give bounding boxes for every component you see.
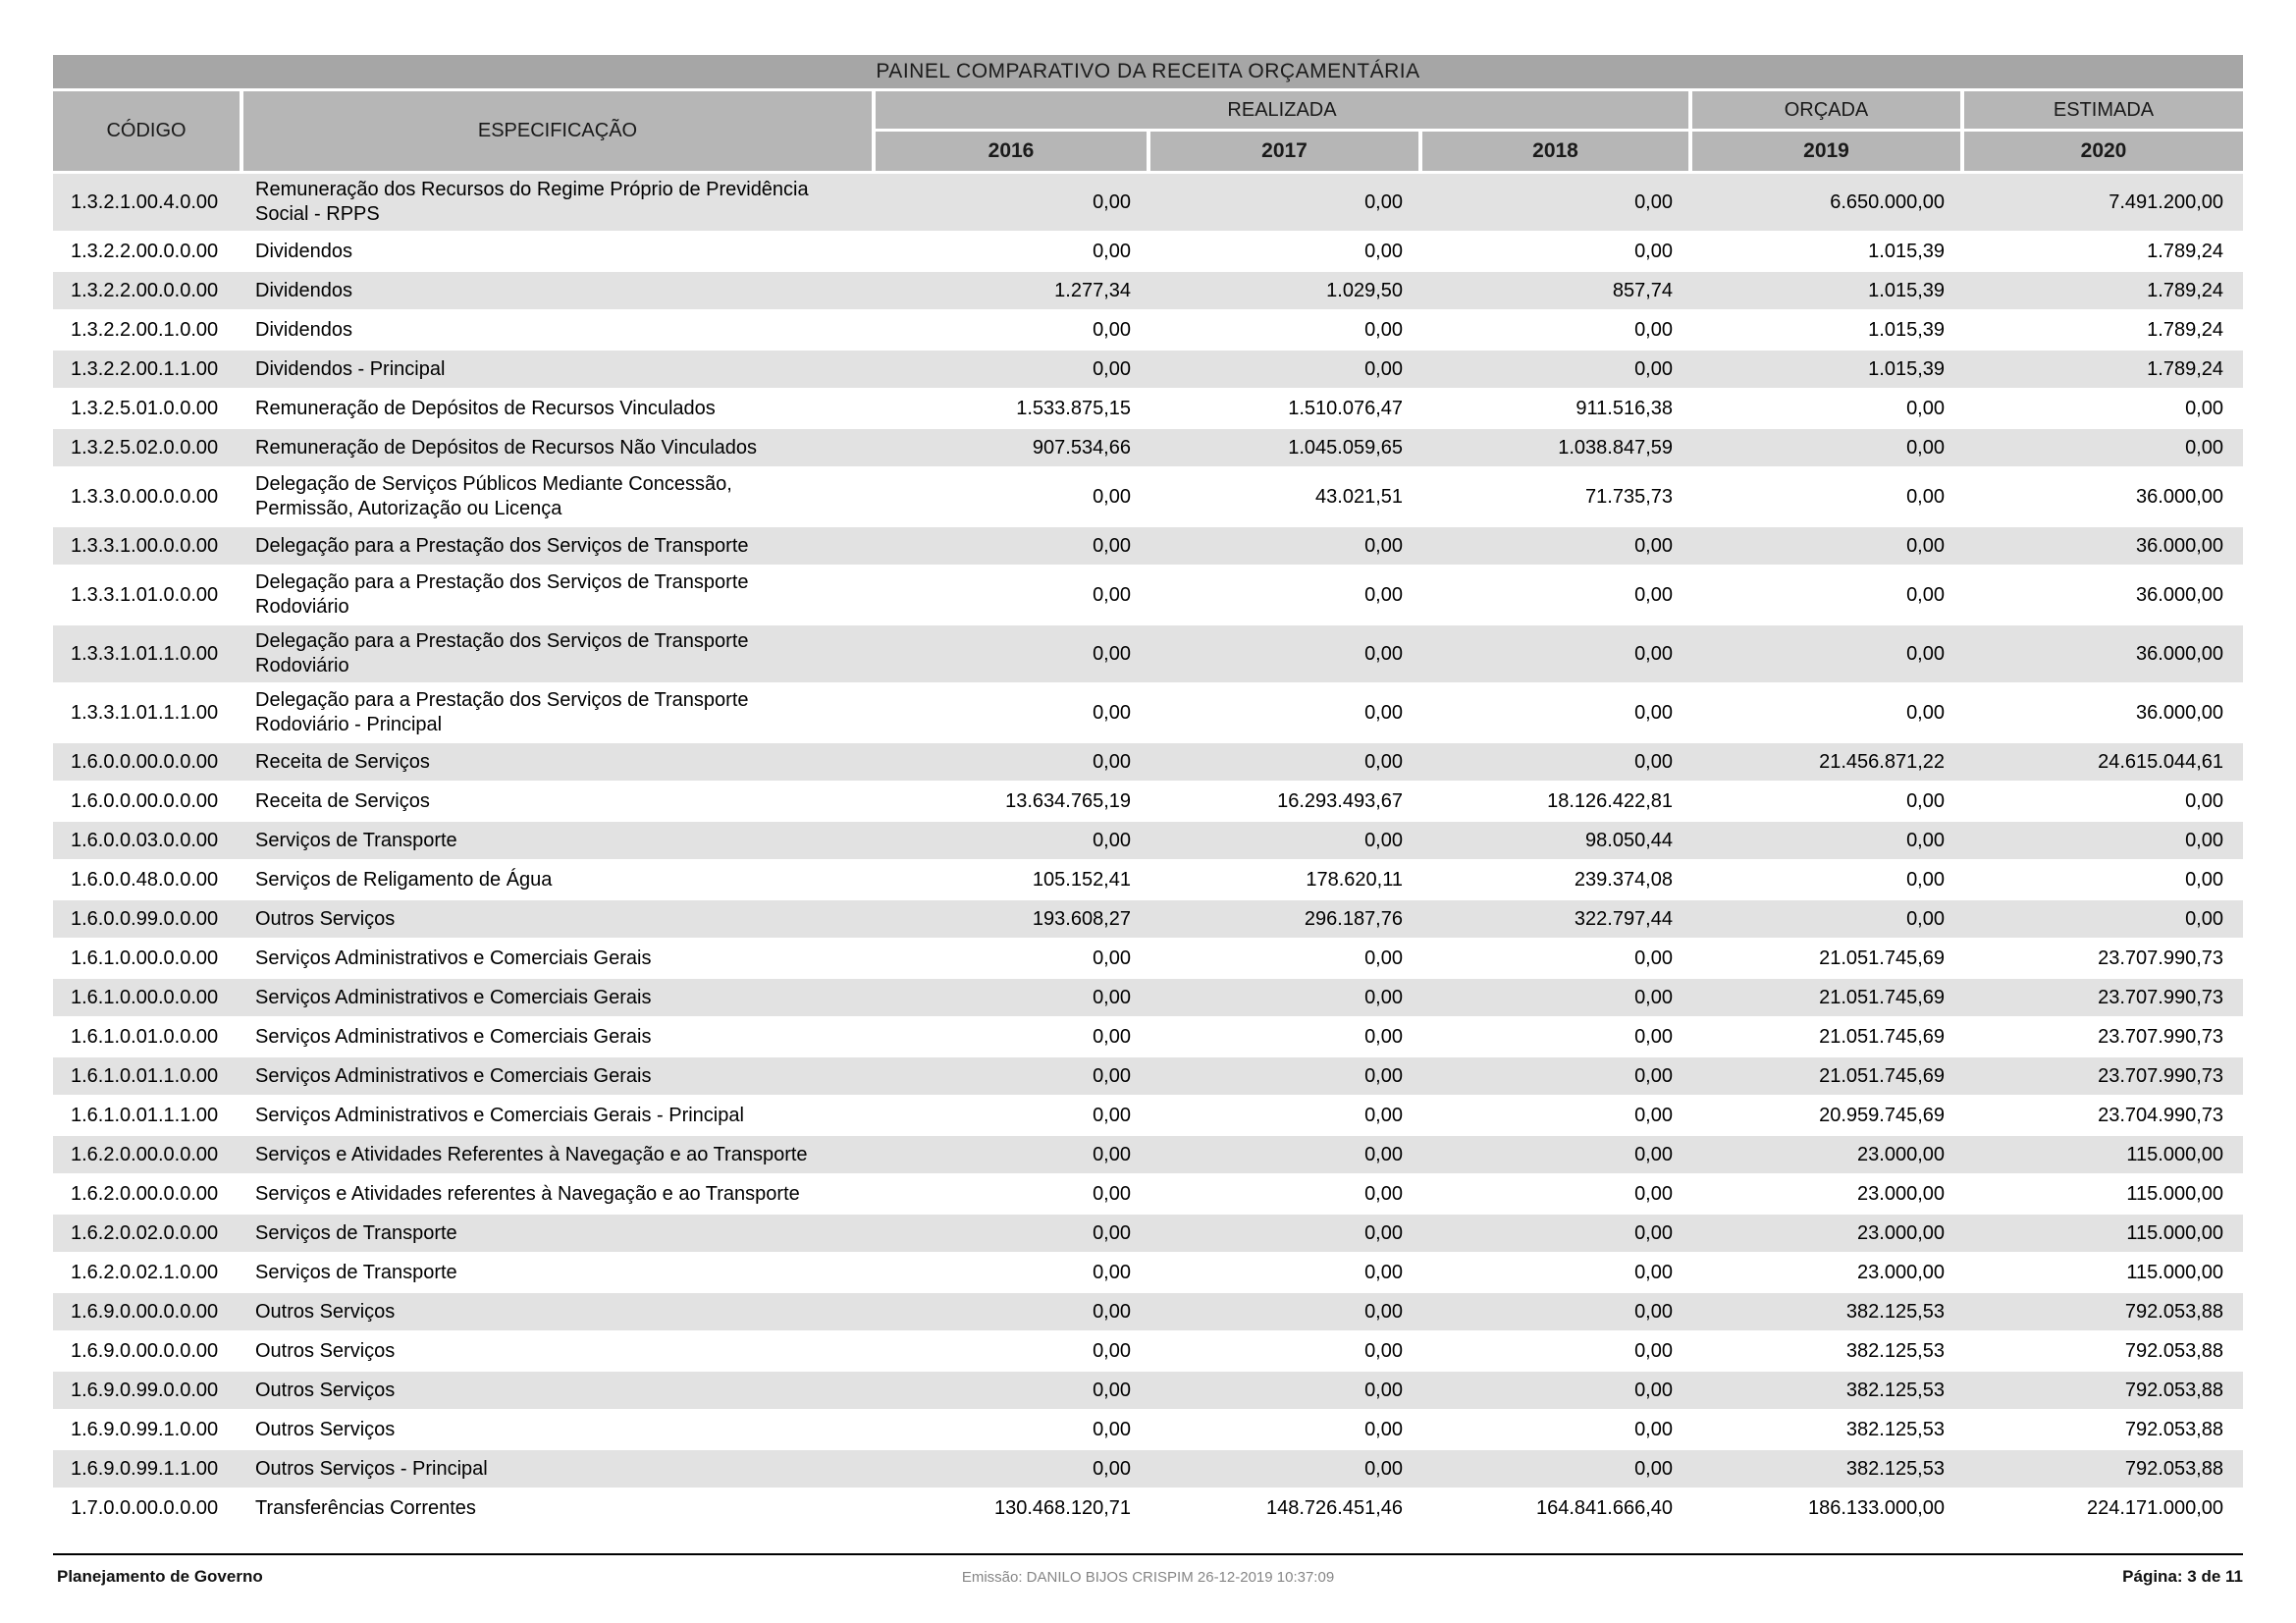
table-row — [53, 311, 2243, 349]
row-code: 1.3.2.5.02.0.0.00 — [71, 436, 219, 459]
row-code: 1.3.3.1.01.1.0.00 — [71, 642, 219, 665]
row-value-2019: 0,00 — [1906, 907, 1945, 930]
row-code: 1.6.2.0.00.0.0.00 — [71, 1182, 219, 1205]
row-value-2020: 115.000,00 — [2126, 1182, 2223, 1205]
row-value-2020: 0,00 — [2185, 436, 2223, 459]
row-value-2018: 0,00 — [1634, 986, 1673, 1008]
row-spec: Remuneração de Depósitos de Recursos Vinculados — [255, 397, 716, 419]
row-value-2020: 792.053,88 — [2124, 1457, 2223, 1480]
row-spec: Delegação para a Prestação dos Serviços de Transporte — [255, 534, 749, 557]
row-value-2020: 23.707.990,73 — [2098, 1025, 2223, 1048]
row-value-2016: 0,00 — [1093, 1025, 1131, 1048]
row-value-2020: 24.615.044,61 — [2098, 750, 2223, 773]
row-value-2018: 0,00 — [1634, 583, 1673, 606]
row-spec: Remuneração dos Recursos do Regime Próprio de Previdência Social - RPPS — [255, 179, 809, 225]
row-value-2020: 1.789,24 — [2147, 279, 2223, 301]
row-value-2019: 0,00 — [1906, 397, 1945, 419]
row-value-2020: 792.053,88 — [2124, 1379, 2223, 1401]
row-value-2019: 382.125,53 — [1845, 1379, 1945, 1401]
row-value-2017: 0,00 — [1364, 1064, 1403, 1087]
row-value-2018: 0,00 — [1634, 1457, 1673, 1480]
row-value-2018: 0,00 — [1634, 1300, 1673, 1323]
table-row — [53, 1489, 2243, 1527]
row-spec: Serviços Administrativos e Comerciais Gerais — [255, 1025, 652, 1048]
row-code: 1.3.2.1.00.4.0.00 — [71, 190, 219, 213]
row-value-2020: 0,00 — [2185, 789, 2223, 812]
row-code: 1.6.1.0.01.0.0.00 — [71, 1025, 219, 1048]
column-header-2020: 2020 — [1964, 132, 2243, 171]
row-value-2020: 0,00 — [2185, 907, 2223, 930]
table-row — [53, 429, 2243, 466]
row-value-2017: 43.021,51 — [1315, 485, 1403, 508]
row-value-2017: 16.293.493,67 — [1277, 789, 1403, 812]
row-value-2020: 792.053,88 — [2124, 1339, 2223, 1362]
row-value-2017: 0,00 — [1364, 1104, 1403, 1126]
column-header-2019: 2019 — [1692, 132, 1960, 171]
table-row — [53, 174, 2243, 231]
table-row — [53, 940, 2243, 977]
row-value-2016: 0,00 — [1093, 1182, 1131, 1205]
row-value-2017: 0,00 — [1364, 318, 1403, 341]
row-value-2018: 0,00 — [1634, 357, 1673, 380]
row-code: 1.6.9.0.00.0.0.00 — [71, 1339, 219, 1362]
row-value-2017: 296.187,76 — [1304, 907, 1403, 930]
row-value-2016: 0,00 — [1093, 1143, 1131, 1165]
row-value-2020: 792.053,88 — [2124, 1300, 2223, 1323]
row-value-2019: 382.125,53 — [1845, 1339, 1945, 1362]
row-code: 1.6.0.0.00.0.0.00 — [71, 789, 219, 812]
row-code: 1.3.2.2.00.0.0.00 — [71, 279, 219, 301]
row-spec: Serviços Administrativos e Comerciais Gerais — [255, 986, 652, 1008]
row-value-2019: 23.000,00 — [1857, 1221, 1945, 1244]
table-row — [53, 900, 2243, 938]
row-value-2018: 0,00 — [1634, 534, 1673, 557]
row-code: 1.3.3.1.01.0.0.00 — [71, 583, 219, 606]
row-value-2019: 23.000,00 — [1857, 1182, 1945, 1205]
row-value-2019: 1.015,39 — [1868, 318, 1945, 341]
row-spec: Serviços Administrativos e Comerciais Gerais - Principal — [255, 1104, 744, 1126]
row-value-2019: 0,00 — [1906, 789, 1945, 812]
row-spec: Serviços de Transporte — [255, 1221, 457, 1244]
row-value-2020: 0,00 — [2185, 397, 2223, 419]
row-value-2016: 130.468.120,71 — [993, 1496, 1131, 1519]
report-page — [53, 55, 2243, 1529]
row-value-2020: 1.789,24 — [2147, 357, 2223, 380]
row-value-2019: 1.015,39 — [1868, 279, 1945, 301]
row-spec: Dividendos — [255, 318, 352, 341]
row-value-2020: 23.707.990,73 — [2098, 1064, 2223, 1087]
row-value-2016: 0,00 — [1093, 485, 1131, 508]
table-row — [53, 1018, 2243, 1055]
row-value-2017: 0,00 — [1364, 642, 1403, 665]
row-value-2018: 0,00 — [1634, 1339, 1673, 1362]
row-value-2019: 0,00 — [1906, 583, 1945, 606]
table-row — [53, 743, 2243, 781]
row-value-2019: 0,00 — [1906, 868, 1945, 891]
table-row — [53, 527, 2243, 565]
row-value-2019: 21.051.745,69 — [1819, 1025, 1945, 1048]
row-value-2020: 23.707.990,73 — [2098, 986, 2223, 1008]
row-code: 1.3.3.0.00.0.0.00 — [71, 485, 219, 508]
row-spec: Outros Serviços — [255, 1339, 396, 1362]
row-value-2019: 1.015,39 — [1868, 357, 1945, 380]
row-value-2020: 7.491.200,00 — [2109, 190, 2223, 213]
row-value-2016: 0,00 — [1093, 986, 1131, 1008]
row-value-2016: 0,00 — [1093, 1104, 1131, 1126]
group-header-row — [876, 91, 2243, 129]
row-spec: Outros Serviços — [255, 1300, 396, 1323]
row-value-2017: 0,00 — [1364, 1261, 1403, 1283]
table-row — [53, 1332, 2243, 1370]
row-spec: Receita de Serviços — [255, 789, 430, 812]
row-value-2017: 0,00 — [1364, 534, 1403, 557]
row-value-2019: 21.051.745,69 — [1819, 947, 1945, 969]
row-value-2020: 792.053,88 — [2124, 1418, 2223, 1440]
row-value-2018: 0,00 — [1634, 1418, 1673, 1440]
column-header-especificacao: ESPECIFICAÇÃO — [243, 91, 872, 171]
row-spec: Delegação para a Prestação dos Serviços de Transporte Rodoviário — [255, 571, 749, 618]
row-value-2018: 0,00 — [1634, 1261, 1673, 1283]
row-value-2020: 0,00 — [2185, 868, 2223, 891]
table-row — [53, 1175, 2243, 1213]
row-code: 1.6.1.0.00.0.0.00 — [71, 986, 219, 1008]
row-value-2019: 21.051.745,69 — [1819, 986, 1945, 1008]
table-row — [53, 1136, 2243, 1173]
row-value-2018: 0,00 — [1634, 1379, 1673, 1401]
table-row — [53, 1057, 2243, 1095]
table-row — [53, 272, 2243, 309]
row-value-2016: 0,00 — [1093, 357, 1131, 380]
row-value-2017: 1.029,50 — [1326, 279, 1403, 301]
row-code: 1.6.9.0.00.0.0.00 — [71, 1300, 219, 1323]
table-row — [53, 1254, 2243, 1291]
row-value-2019: 0,00 — [1906, 642, 1945, 665]
row-value-2018: 239.374,08 — [1574, 868, 1673, 891]
row-code: 1.3.2.2.00.1.0.00 — [71, 318, 219, 341]
row-value-2017: 0,00 — [1364, 1182, 1403, 1205]
row-code: 1.6.0.0.03.0.0.00 — [71, 829, 219, 851]
row-spec: Serviços de Transporte — [255, 1261, 457, 1283]
row-value-2020: 36.000,00 — [2136, 534, 2223, 557]
footer-page-number: Página: 3 de 11 — [2122, 1567, 2243, 1586]
row-spec: Serviços de Religamento de Água — [255, 868, 553, 891]
row-value-2016: 0,00 — [1093, 240, 1131, 262]
row-code: 1.6.0.0.99.0.0.00 — [71, 907, 219, 930]
group-header-orcada: ORÇADA — [1692, 91, 1960, 129]
report-title: PAINEL COMPARATIVO DA RECEITA ORÇAMENTÁRIA — [876, 60, 1420, 82]
row-value-2017: 0,00 — [1364, 986, 1403, 1008]
table-row — [53, 1293, 2243, 1330]
row-value-2020: 23.704.990,73 — [2098, 1104, 2223, 1126]
row-value-2017: 0,00 — [1364, 240, 1403, 262]
row-value-2017: 0,00 — [1364, 583, 1403, 606]
table-row — [53, 468, 2243, 525]
row-value-2016: 13.634.765,19 — [1005, 789, 1131, 812]
table-body — [53, 174, 2243, 1527]
row-value-2017: 0,00 — [1364, 1300, 1403, 1323]
row-value-2019: 21.051.745,69 — [1819, 1064, 1945, 1087]
row-value-2018: 0,00 — [1634, 1143, 1673, 1165]
table-header — [53, 91, 2243, 171]
column-header-2018: 2018 — [1422, 132, 1688, 171]
table-row — [53, 1215, 2243, 1252]
row-value-2017: 0,00 — [1364, 829, 1403, 851]
column-header-2017: 2017 — [1150, 132, 1418, 171]
row-value-2017: 0,00 — [1364, 1379, 1403, 1401]
row-value-2020: 23.707.990,73 — [2098, 947, 2223, 969]
row-value-2016: 0,00 — [1093, 583, 1131, 606]
table-row — [53, 1372, 2243, 1409]
row-value-2017: 0,00 — [1364, 1457, 1403, 1480]
row-spec: Serviços de Transporte — [255, 829, 457, 851]
page-footer — [53, 1553, 2243, 1586]
row-value-2016: 0,00 — [1093, 1300, 1131, 1323]
row-value-2018: 98.050,44 — [1585, 829, 1673, 851]
row-value-2020: 115.000,00 — [2126, 1261, 2223, 1283]
row-value-2016: 0,00 — [1093, 318, 1131, 341]
row-value-2016: 0,00 — [1093, 190, 1131, 213]
row-code: 1.3.2.5.01.0.0.00 — [71, 397, 219, 419]
row-value-2016: 0,00 — [1093, 750, 1131, 773]
column-header-codigo: CÓDIGO — [53, 91, 240, 171]
table-row — [53, 979, 2243, 1016]
row-code: 1.6.0.0.00.0.0.00 — [71, 750, 219, 773]
row-value-2019: 382.125,53 — [1845, 1418, 1945, 1440]
row-value-2018: 0,00 — [1634, 318, 1673, 341]
year-header-row — [876, 132, 2243, 171]
row-value-2017: 0,00 — [1364, 1025, 1403, 1048]
row-value-2019: 382.125,53 — [1845, 1457, 1945, 1480]
row-value-2017: 0,00 — [1364, 1221, 1403, 1244]
row-value-2019: 0,00 — [1906, 829, 1945, 851]
row-code: 1.6.9.0.99.1.0.00 — [71, 1418, 219, 1440]
row-spec: Serviços e Atividades referentes à Navegação e ao Transporte — [255, 1182, 800, 1205]
row-code: 1.6.0.0.48.0.0.00 — [71, 868, 219, 891]
row-code: 1.6.2.0.02.1.0.00 — [71, 1261, 219, 1283]
row-value-2019: 186.133.000,00 — [1807, 1496, 1945, 1519]
row-spec: Delegação para a Prestação dos Serviços de Transporte Rodoviário - Principal — [255, 689, 749, 735]
row-value-2019: 21.456.871,22 — [1819, 750, 1945, 773]
row-value-2016: 0,00 — [1093, 642, 1131, 665]
row-value-2018: 18.126.422,81 — [1547, 789, 1673, 812]
row-value-2018: 0,00 — [1634, 1182, 1673, 1205]
row-code: 1.3.3.1.00.0.0.00 — [71, 534, 219, 557]
row-spec: Outros Serviços — [255, 907, 396, 930]
row-spec: Dividendos — [255, 240, 352, 262]
row-code: 1.6.9.0.99.1.1.00 — [71, 1457, 219, 1480]
group-header-estimada: ESTIMADA — [1964, 91, 2243, 129]
row-spec: Serviços e Atividades Referentes à Navegação e ao Transporte — [255, 1143, 808, 1165]
row-value-2016: 0,00 — [1093, 701, 1131, 724]
row-value-2017: 0,00 — [1364, 947, 1403, 969]
row-value-2016: 0,00 — [1093, 1457, 1131, 1480]
row-value-2016: 0,00 — [1093, 1379, 1131, 1401]
row-value-2020: 36.000,00 — [2136, 485, 2223, 508]
table-row — [53, 390, 2243, 427]
column-header-2016: 2016 — [876, 132, 1147, 171]
row-value-2017: 1.510.076,47 — [1288, 397, 1403, 419]
row-value-2016: 907.534,66 — [1032, 436, 1131, 459]
table-row — [53, 861, 2243, 898]
row-code: 1.6.9.0.99.0.0.00 — [71, 1379, 219, 1401]
row-value-2019: 23.000,00 — [1857, 1261, 1945, 1283]
row-value-2016: 0,00 — [1093, 1418, 1131, 1440]
footer-department: Planejamento de Governo — [57, 1567, 263, 1586]
row-value-2016: 0,00 — [1093, 534, 1131, 557]
row-value-2017: 0,00 — [1364, 190, 1403, 213]
row-value-2019: 23.000,00 — [1857, 1143, 1945, 1165]
group-header-realizada: REALIZADA — [876, 91, 1688, 129]
row-value-2018: 0,00 — [1634, 1104, 1673, 1126]
row-value-2016: 0,00 — [1093, 947, 1131, 969]
row-value-2016: 1.277,34 — [1054, 279, 1131, 301]
row-code: 1.6.2.0.02.0.0.00 — [71, 1221, 219, 1244]
row-value-2018: 164.841.666,40 — [1535, 1496, 1673, 1519]
row-spec: Dividendos - Principal — [255, 357, 446, 380]
table-row — [53, 783, 2243, 820]
row-code: 1.6.1.0.00.0.0.00 — [71, 947, 219, 969]
row-value-2016: 105.152,41 — [1032, 868, 1131, 891]
table-row — [53, 822, 2243, 859]
row-spec: Dividendos — [255, 279, 352, 301]
row-value-2018: 0,00 — [1634, 240, 1673, 262]
row-code: 1.6.1.0.01.1.0.00 — [71, 1064, 219, 1087]
row-value-2017: 0,00 — [1364, 1339, 1403, 1362]
row-value-2017: 178.620,11 — [1306, 868, 1403, 891]
row-value-2016: 0,00 — [1093, 1339, 1131, 1362]
row-value-2018: 911.516,38 — [1575, 397, 1673, 419]
row-value-2019: 0,00 — [1906, 701, 1945, 724]
row-value-2020: 0,00 — [2185, 829, 2223, 851]
row-value-2018: 71.735,73 — [1585, 485, 1673, 508]
row-value-2017: 0,00 — [1364, 1418, 1403, 1440]
table-row — [53, 351, 2243, 388]
row-value-2018: 1.038.847,59 — [1558, 436, 1673, 459]
row-value-2017: 0,00 — [1364, 357, 1403, 380]
year-header-group — [876, 91, 2243, 171]
row-value-2020: 36.000,00 — [2136, 642, 2223, 665]
row-code: 1.7.0.0.00.0.0.00 — [71, 1496, 219, 1519]
row-value-2017: 1.045.059,65 — [1288, 436, 1403, 459]
row-spec: Receita de Serviços — [255, 750, 430, 773]
row-value-2017: 0,00 — [1364, 701, 1403, 724]
row-value-2020: 115.000,00 — [2126, 1143, 2223, 1165]
row-value-2018: 857,74 — [1612, 279, 1673, 301]
footer-emission-info: Emissão: DANILO BIJOS CRISPIM 26-12-2019 10:37:09 — [961, 1569, 1335, 1586]
row-value-2018: 0,00 — [1634, 642, 1673, 665]
row-spec: Outros Serviços - Principal — [255, 1457, 488, 1480]
row-value-2017: 0,00 — [1364, 750, 1403, 773]
row-value-2019: 382.125,53 — [1845, 1300, 1945, 1323]
row-spec: Serviços Administrativos e Comerciais Gerais — [255, 947, 652, 969]
row-value-2018: 0,00 — [1634, 750, 1673, 773]
table-row — [53, 233, 2243, 270]
row-value-2020: 36.000,00 — [2136, 701, 2223, 724]
row-value-2016: 0,00 — [1093, 829, 1131, 851]
report-title-bar — [53, 55, 2243, 88]
row-value-2019: 0,00 — [1906, 534, 1945, 557]
row-value-2019: 0,00 — [1906, 436, 1945, 459]
row-value-2018: 0,00 — [1634, 1221, 1673, 1244]
row-spec: Outros Serviços — [255, 1418, 396, 1440]
table-row — [53, 1411, 2243, 1448]
row-value-2018: 322.797,44 — [1574, 907, 1673, 930]
row-code: 1.6.1.0.01.1.1.00 — [71, 1104, 219, 1126]
row-value-2017: 148.726.451,46 — [1265, 1496, 1403, 1519]
row-value-2019: 6.650.000,00 — [1830, 190, 1945, 213]
row-code: 1.6.2.0.00.0.0.00 — [71, 1143, 219, 1165]
row-value-2020: 1.789,24 — [2147, 318, 2223, 341]
row-value-2016: 0,00 — [1093, 1261, 1131, 1283]
table-row — [53, 1097, 2243, 1134]
row-spec: Delegação de Serviços Públicos Mediante Concessão, Permissão, Autorização ou Licença — [255, 473, 732, 519]
row-value-2018: 0,00 — [1634, 190, 1673, 213]
row-value-2020: 115.000,00 — [2126, 1221, 2223, 1244]
row-code: 1.3.2.2.00.0.0.00 — [71, 240, 219, 262]
table-row — [53, 684, 2243, 741]
row-spec: Remuneração de Depósitos de Recursos Não Vinculados — [255, 436, 758, 459]
row-value-2016: 0,00 — [1093, 1221, 1131, 1244]
row-value-2018: 0,00 — [1634, 1025, 1673, 1048]
row-value-2019: 0,00 — [1906, 485, 1945, 508]
table-row — [53, 1450, 2243, 1488]
row-value-2016: 1.533.875,15 — [1016, 397, 1131, 419]
table-row — [53, 567, 2243, 623]
row-value-2020: 224.171.000,00 — [2086, 1496, 2223, 1519]
row-spec: Outros Serviços — [255, 1379, 396, 1401]
row-value-2018: 0,00 — [1634, 947, 1673, 969]
row-code: 1.3.2.2.00.1.1.00 — [71, 357, 219, 380]
row-spec: Delegação para a Prestação dos Serviços de Transporte Rodoviário — [255, 630, 749, 676]
row-value-2016: 193.608,27 — [1032, 907, 1131, 930]
row-value-2017: 0,00 — [1364, 1143, 1403, 1165]
row-value-2020: 1.789,24 — [2147, 240, 2223, 262]
row-value-2018: 0,00 — [1634, 701, 1673, 724]
row-code: 1.3.3.1.01.1.1.00 — [71, 701, 219, 724]
row-value-2018: 0,00 — [1634, 1064, 1673, 1087]
row-spec: Serviços Administrativos e Comerciais Gerais — [255, 1064, 652, 1087]
row-spec: Transferências Correntes — [255, 1496, 476, 1519]
row-value-2019: 20.959.745,69 — [1819, 1104, 1945, 1126]
row-value-2019: 1.015,39 — [1868, 240, 1945, 262]
table-row — [53, 625, 2243, 682]
row-value-2020: 36.000,00 — [2136, 583, 2223, 606]
row-value-2016: 0,00 — [1093, 1064, 1131, 1087]
